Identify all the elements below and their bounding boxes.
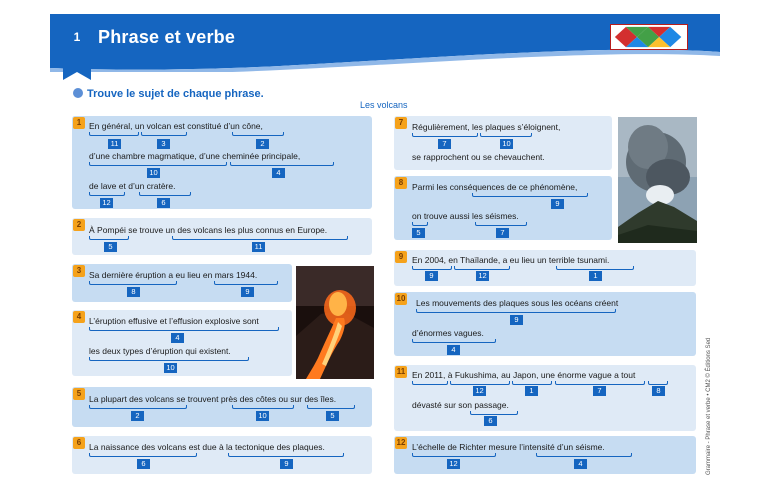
sentence-number-12: 12: [396, 438, 406, 447]
underline: [89, 357, 249, 361]
code-box: 6: [157, 198, 170, 208]
sentence-number-10: 10: [396, 294, 406, 303]
underline: [454, 266, 510, 270]
underline: [232, 132, 284, 136]
underline: [480, 133, 532, 137]
code-box: 9: [425, 271, 438, 281]
sentence-1-line-3: de lave et d’un cratère.: [89, 181, 176, 191]
code-box: 1: [525, 386, 538, 396]
sentence-7-line-1: Régulièrement, les plaques s’éloignent,: [412, 122, 561, 132]
sentence-4-line-2: les deux types d’éruption qui existent.: [89, 346, 231, 356]
code-box: 10: [147, 168, 160, 178]
code-box: 7: [438, 139, 451, 149]
underline: [214, 281, 278, 285]
code-box: 6: [484, 416, 497, 426]
sentence-number-2: 2: [73, 219, 85, 231]
sentence-number-4: 4: [73, 311, 85, 323]
code-box: 5: [412, 228, 425, 238]
underline: [536, 453, 632, 457]
code-box: 12: [447, 459, 460, 469]
underline: [475, 222, 527, 226]
code-box: 10: [500, 139, 513, 149]
underline: [412, 222, 428, 226]
code-box: 11: [108, 139, 121, 149]
publisher-logo: [610, 24, 688, 50]
page-title: Phrase et verbe: [98, 27, 236, 47]
sentence-11-line-1: En 2011, à Fukushima, au Japon, une énorme vague a tout: [412, 370, 636, 380]
code-box: 8: [652, 386, 665, 396]
sentence-number-5: 5: [73, 388, 85, 400]
volcano-eruption-photo: [296, 266, 374, 379]
sentence-7-line-2: se rapprochent ou se chevauchent.: [412, 152, 545, 162]
underline: [472, 193, 588, 197]
code-box: 10: [256, 411, 269, 421]
underline: [307, 405, 355, 409]
sentence-3-line-1: Sa dernière éruption a eu lieu en mars 1944.: [89, 270, 258, 280]
instruction-text: Trouve le sujet de chaque phrase.: [87, 88, 264, 100]
code-box: 4: [574, 459, 587, 469]
code-box: 6: [137, 459, 150, 469]
code-box: 4: [171, 333, 184, 343]
underline: [412, 453, 496, 457]
underline: [232, 405, 294, 409]
underline: [89, 327, 279, 331]
sentence-number-9: 9: [395, 251, 407, 263]
sentence-number-1: 1: [73, 117, 85, 129]
code-box: 12: [100, 198, 113, 208]
code-box: 5: [104, 242, 117, 252]
underline: [412, 266, 452, 270]
underline: [89, 192, 125, 196]
sentence-10-line-2: d’énormes vagues.: [412, 328, 484, 338]
sentence-number-8: 8: [395, 177, 407, 189]
underline: [172, 236, 348, 240]
code-box: 9: [510, 315, 523, 325]
sentence-12-line-1: L’échelle de Richter mesure l’intensité d’un séisme.: [412, 442, 605, 452]
sentence-4-line-1: L’éruption effusive et l’effusion explosive sont: [89, 316, 259, 326]
underline: [141, 132, 187, 136]
sentence-10-line-1: Les mouvements des plaques sous les océans créent: [416, 298, 619, 308]
sentence-1-line-1: En général, un volcan est constitué d’un cône,: [89, 121, 263, 131]
underline: [416, 309, 616, 313]
underline: [556, 266, 634, 270]
code-box: 5: [326, 411, 339, 421]
underline: [512, 381, 552, 385]
underline: [89, 132, 139, 136]
code-box: 1: [589, 271, 602, 281]
code-box: 9: [551, 199, 564, 209]
sentence-1-line-2: d’une chambre magmatique, d’une cheminée principale,: [89, 151, 301, 161]
underline: [228, 453, 344, 457]
code-box: 9: [280, 459, 293, 469]
section-subtitle: Les volcans: [360, 100, 408, 110]
underline: [89, 453, 197, 457]
underline: [412, 339, 496, 343]
sentence-8-line-2: on trouve aussi les séismes.: [412, 211, 519, 221]
underline: [89, 162, 227, 166]
code-box: 11: [252, 242, 265, 252]
sentence-number-11: 11: [396, 367, 406, 376]
underline: [412, 133, 478, 137]
sentence-number-6: 6: [73, 437, 85, 449]
code-box: 7: [496, 228, 509, 238]
sentence-number-7: 7: [395, 117, 407, 129]
sentence-11-line-2: dévasté sur son passage.: [412, 400, 509, 410]
sentence-9-line-1: En 2004, en Thaïlande, a eu lieu un terrible tsunami.: [412, 255, 610, 265]
underline: [89, 236, 129, 240]
sentence-8-line-1: Parmi les conséquences de ce phénomène,: [412, 182, 578, 192]
underline: [89, 281, 177, 285]
underline: [89, 405, 187, 409]
code-box: 12: [473, 386, 486, 396]
code-box: 3: [157, 139, 170, 149]
bullet-icon: [73, 88, 83, 98]
volcano-ash-plume-photo: [618, 117, 697, 243]
underline: [648, 381, 668, 385]
underline: [139, 192, 191, 196]
underline: [555, 381, 645, 385]
code-box: 2: [256, 139, 269, 149]
instruction: [73, 88, 264, 100]
code-box: 12: [476, 271, 489, 281]
code-box: 7: [593, 386, 606, 396]
code-box: 4: [447, 345, 460, 355]
sentence-2-line-1: À Pompéi se trouve un des volcans les plus connus en Europe.: [89, 225, 328, 235]
underline: [230, 162, 334, 166]
copyright-credit: Grammaire - Phrase et verbe • CM2 © Éditions Sed: [706, 337, 712, 475]
underline: [412, 381, 448, 385]
sentence-6-line-1: La naissance des volcans est due à la tectonique des plaques.: [89, 442, 325, 452]
lesson-number: 1: [73, 30, 81, 44]
code-box: 8: [127, 287, 140, 297]
sentence-5-line-1: La plupart des volcans se trouvent près des côtes ou sur des îles.: [89, 394, 337, 404]
sentence-number-3: 3: [73, 265, 85, 277]
code-box: 2: [131, 411, 144, 421]
lesson-number-tab: [63, 14, 91, 72]
code-box: 10: [164, 363, 177, 373]
underline: [470, 411, 518, 415]
underline: [450, 381, 510, 385]
code-box: 9: [241, 287, 254, 297]
code-box: 4: [272, 168, 285, 178]
